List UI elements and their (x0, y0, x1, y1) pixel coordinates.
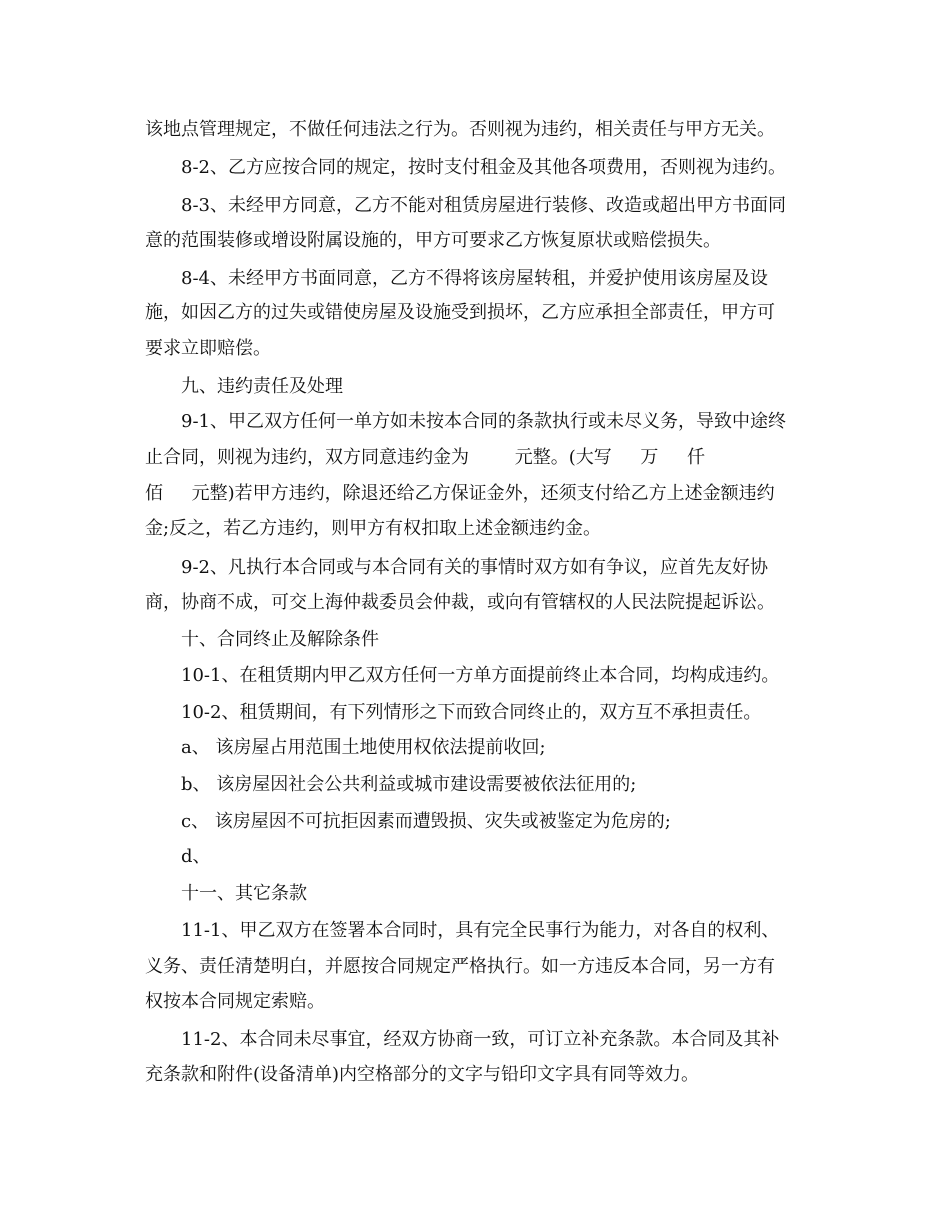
list-item: a、 该房屋占用范围土地使用权依法提前收回; (181, 737, 546, 758)
text-line: 义务、责任清楚明白，并愿按合同规定严格执行。如一方违反本合同，另一方有 (145, 956, 775, 977)
text-line: 9-1、甲乙双方任何一单方如未按本合同的条款执行或未尽义务，导致中途终 (181, 411, 786, 432)
text-line: 意的范围装修或增设附属设施的，甲方可要求乙方恢复原状或赔偿损失。 (145, 230, 721, 251)
list-item: b、 该房屋因社会公共利益或城市建设需要被依法征用的; (181, 774, 637, 795)
text-line: 充条款和附件(设备清单)内空格部分的文字与铅印文字具有同等效力。 (145, 1064, 700, 1085)
text-line: 8-3、未经甲方同意，乙方不能对租赁房屋进行装修、改造或超出甲方书面同 (181, 195, 786, 216)
text-line: 11-1、甲乙双方在签署本合同时，具有完全民事行为能力，对各自的权利、 (181, 920, 780, 941)
text-line: 商，协商不成，可交上海仲裁委员会仲裁，或向有管辖权的人民法院提起诉讼。 (145, 592, 775, 613)
text-line: 11-2、本合同未尽事宜，经双方协商一致，可订立补充条款。本合同及其补 (181, 1029, 780, 1050)
text-line: 要求立即赔偿。 (145, 338, 271, 359)
text-line: 10-1、在租赁期内甲乙双方任何一方单方面提前终止本合同，均构成违约。 (181, 665, 780, 686)
list-item: c、 该房屋因不可抗拒因素而遭毁损、灾失或被鉴定为危房的; (181, 811, 671, 832)
text-line: 佰 元整)若甲方违约，除退还给乙方保证金外，还须支付给乙方上述金额违约 (145, 483, 775, 504)
text-line: 止合同，则视为违约，双方同意违约金为 元整。(大写 万 仟 (145, 447, 706, 468)
text-line: 权按本合同规定索赔。 (145, 991, 325, 1012)
text-line: 该地点管理规定，不做任何违法之行为。否则视为违约，相关责任与甲方无关。 (145, 119, 775, 140)
list-item: d、 (181, 846, 211, 867)
text-line: 8-4、未经甲方书面同意，乙方不得将该房屋转租，并爱护使用该房屋及设 (181, 268, 768, 289)
text-line: 施，如因乙方的过失或错使房屋及设施受到损坏，乙方应承担全部责任，甲方可 (145, 302, 775, 323)
text-line: 10-2、租赁期间，有下列情形之下而致合同终止的，双方互不承担责任。 (181, 702, 762, 723)
section-heading: 十、合同终止及解除条件 (181, 629, 379, 650)
section-heading: 十一、其它条款 (181, 883, 307, 904)
section-heading: 九、违约责任及处理 (181, 376, 343, 397)
text-line: 9-2、凡执行本合同或与本合同有关的事情时双方如有争议，应首先友好协 (181, 557, 768, 578)
text-line: 金;反之，若乙方违约，则甲方有权扣取上述金额违约金。 (145, 518, 602, 539)
text-line: 8-2、乙方应按合同的规定，按时支付租金及其他各项费用，否则视为违约。 (181, 157, 786, 178)
